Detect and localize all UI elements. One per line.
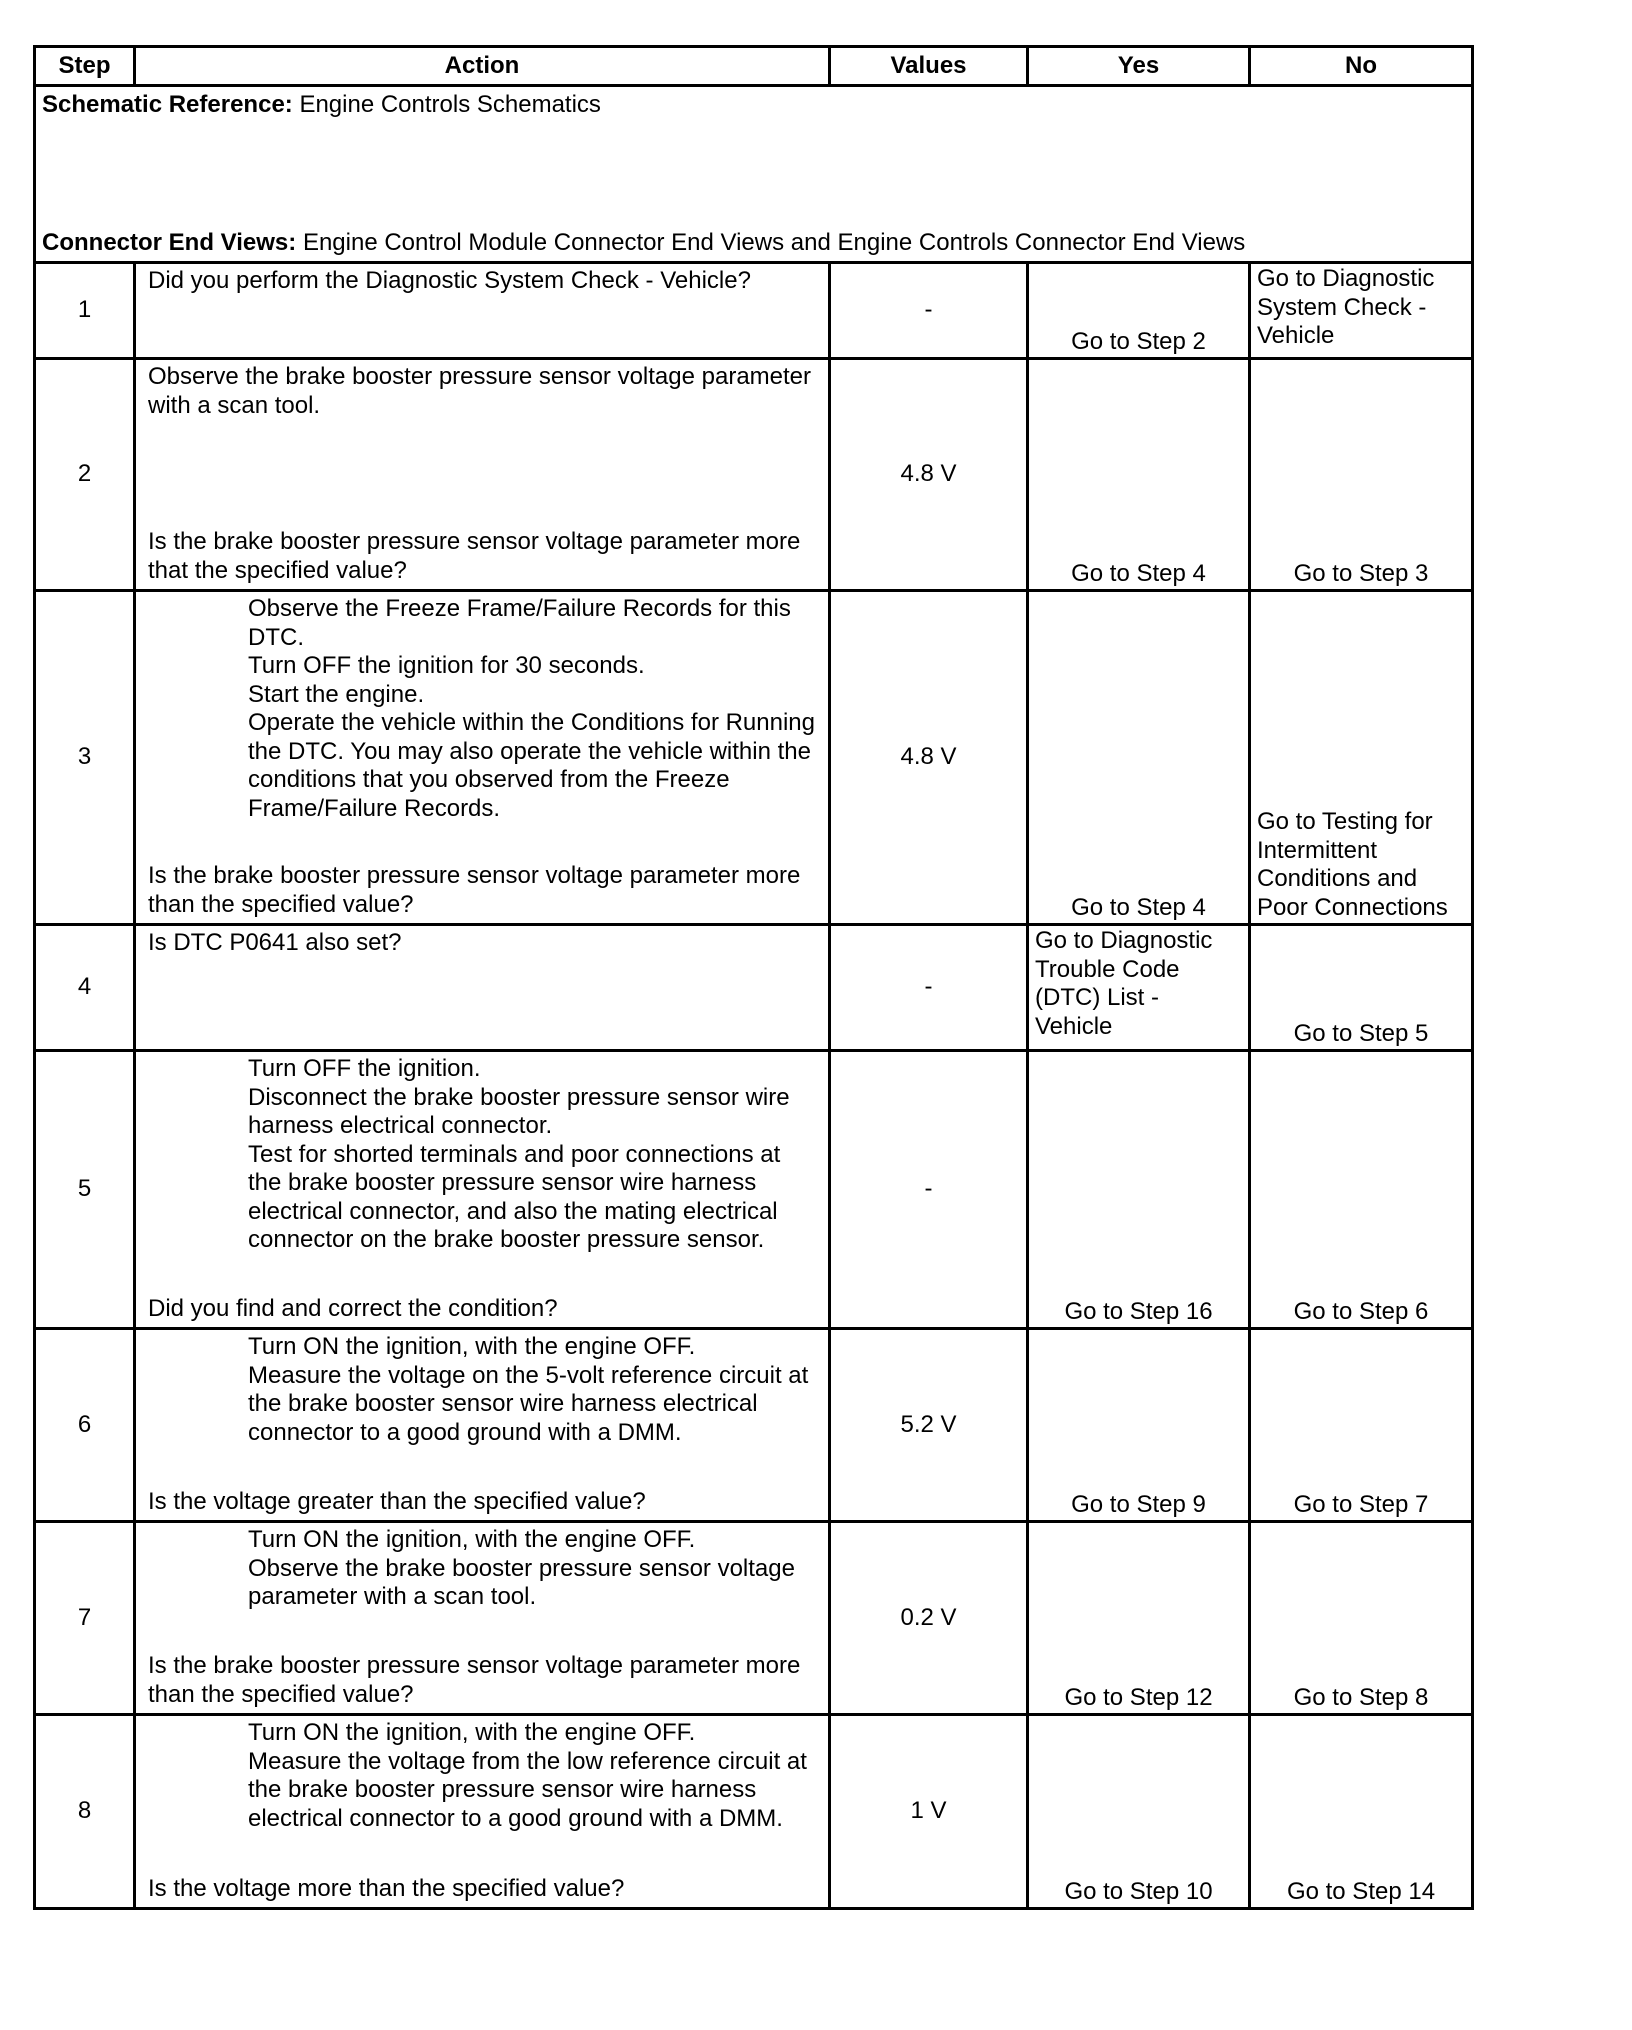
no-cell: Go to Diagnostic System Check - Vehicle xyxy=(1250,263,1473,359)
action-cell xyxy=(135,359,830,591)
header-values: Values xyxy=(830,47,1028,86)
yes-cell: Go to Step 4 xyxy=(1028,359,1250,591)
yes-cell: Go to Step 2 xyxy=(1028,263,1250,359)
no-cell: Go to Step 14 xyxy=(1250,1715,1473,1909)
instruction: Observe the Freeze Frame/Failure Records for this DTC. xyxy=(248,595,791,651)
instruction: Turn ON the ignition, with the engine OFF. xyxy=(248,1719,696,1746)
table-row xyxy=(35,1522,1473,1715)
action-question: Is the voltage more than the specified value? xyxy=(148,1874,625,1902)
yes-cell: Go to Diagnostic Trouble Code (DTC) List - Vehicle xyxy=(1028,925,1250,1051)
no-cell: Go to Testing for Intermittent Conditions and Poor Connections xyxy=(1250,591,1473,925)
instruction: Start the engine. xyxy=(248,680,425,708)
yes-cell: Go to Step 4 xyxy=(1028,591,1250,925)
instruction: Measure the voltage on the 5-volt reference circuit at the brake booster sensor wire harness electrical connector to a good ground with a DMM. xyxy=(248,1361,809,1446)
header-yes: Yes xyxy=(1028,47,1250,86)
table-row xyxy=(35,263,1473,359)
step-number: 2 xyxy=(35,359,135,591)
instruction: Turn ON the ignition, with the engine OFF. xyxy=(248,1333,696,1360)
instruction: Measure the voltage from the low reference circuit at the brake booster pressure sensor wire harness electrical connector to a good ground with a DMM. xyxy=(248,1747,807,1832)
step-number: 1 xyxy=(35,263,135,359)
diagnostic-table xyxy=(33,45,1474,1910)
reference-cell xyxy=(35,86,1473,263)
step-number: 7 xyxy=(35,1522,135,1715)
value-cell: - xyxy=(830,925,1028,1051)
action-instructions xyxy=(148,1333,816,1447)
action-question: Is the brake booster pressure sensor voltage parameter more than the specified value? xyxy=(148,1652,801,1708)
instruction: Turn OFF the ignition. xyxy=(248,1055,481,1082)
table-row xyxy=(35,591,1473,925)
action-cell xyxy=(135,1051,830,1329)
schematic-label: Schematic Reference: xyxy=(42,91,293,118)
action-cell xyxy=(135,1715,830,1909)
header-action: Action xyxy=(135,47,830,86)
no-cell: Go to Step 6 xyxy=(1250,1051,1473,1329)
value-cell: 4.8 V xyxy=(830,359,1028,591)
connector-text: Engine Control Module Connector End Views and Engine Controls Connector End Views xyxy=(302,228,1246,256)
yes-cell: Go to Step 12 xyxy=(1028,1522,1250,1715)
action-cell xyxy=(135,263,830,359)
action-instructions xyxy=(148,1719,816,1833)
value-cell: 0.2 V xyxy=(830,1522,1028,1715)
action-question: Is DTC P0641 also set? xyxy=(148,929,402,956)
connector-reference xyxy=(42,229,1465,258)
instruction: Test for shorted terminals and poor connections at the brake booster pressure sensor wire harness electrical connector, and also the mating electrical connector on the brake booster pressure sensor. xyxy=(248,1140,781,1253)
schematic-text: Engine Controls Schematics xyxy=(299,91,601,118)
value-cell: 4.8 V xyxy=(830,591,1028,925)
action-intro: Observe the brake booster pressure sensor voltage parameter with a scan tool. xyxy=(148,363,812,419)
value-cell: 5.2 V xyxy=(830,1329,1028,1522)
yes-cell: Go to Step 10 xyxy=(1028,1715,1250,1909)
action-instructions xyxy=(148,1526,816,1612)
table-row xyxy=(35,1329,1473,1522)
action-cell xyxy=(135,925,830,1051)
table-row xyxy=(35,1051,1473,1329)
step-number: 6 xyxy=(35,1329,135,1522)
action-question: Is the brake booster pressure sensor voltage parameter more than the specified value? xyxy=(148,862,801,918)
action-cell xyxy=(135,1522,830,1715)
table-row xyxy=(35,359,1473,591)
step-number: 8 xyxy=(35,1715,135,1909)
no-cell: Go to Step 5 xyxy=(1250,925,1473,1051)
action-question: Is the brake booster pressure sensor voltage parameter more that the specified value? xyxy=(148,528,801,584)
action-cell xyxy=(135,591,830,925)
step-number: 3 xyxy=(35,591,135,925)
value-cell: - xyxy=(830,263,1028,359)
action-cell xyxy=(135,1329,830,1522)
action-instructions xyxy=(148,1055,816,1255)
action-instructions xyxy=(148,595,816,823)
action-question: Is the voltage greater than the specified value? xyxy=(148,1487,646,1515)
header-no: No xyxy=(1250,47,1473,86)
instruction: Operate the vehicle within the Conditions for Running the DTC. You may also operate the vehicle within the conditions that you observed from the Freeze Frame/Failure Records. xyxy=(248,709,815,822)
schematic-reference xyxy=(42,91,1465,120)
step-number: 5 xyxy=(35,1051,135,1329)
header-row xyxy=(35,47,1473,86)
header-step: Step xyxy=(35,47,135,86)
instruction: Turn ON the ignition, with the engine OFF. xyxy=(248,1526,696,1553)
instruction: Turn OFF the ignition for 30 seconds. xyxy=(248,652,645,679)
instruction: Observe the brake booster pressure sensor voltage parameter with a scan tool. xyxy=(248,1554,795,1610)
no-cell: Go to Step 7 xyxy=(1250,1329,1473,1522)
no-cell: Go to Step 3 xyxy=(1250,359,1473,591)
step-number: 4 xyxy=(35,925,135,1051)
value-cell: 1 V xyxy=(830,1715,1028,1909)
instruction: Disconnect the brake booster pressure sensor wire harness electrical connector. xyxy=(248,1083,790,1139)
value-cell: - xyxy=(830,1051,1028,1329)
yes-cell: Go to Step 16 xyxy=(1028,1051,1250,1329)
table-row xyxy=(35,925,1473,1051)
action-question: Did you find and correct the condition? xyxy=(148,1294,558,1322)
action-question: Did you perform the Diagnostic System Check - Vehicle? xyxy=(148,267,751,294)
yes-cell: Go to Step 9 xyxy=(1028,1329,1250,1522)
connector-label: Connector End Views: xyxy=(42,228,297,256)
table-row xyxy=(35,1715,1473,1909)
no-cell: Go to Step 8 xyxy=(1250,1522,1473,1715)
reference-row xyxy=(35,86,1473,263)
